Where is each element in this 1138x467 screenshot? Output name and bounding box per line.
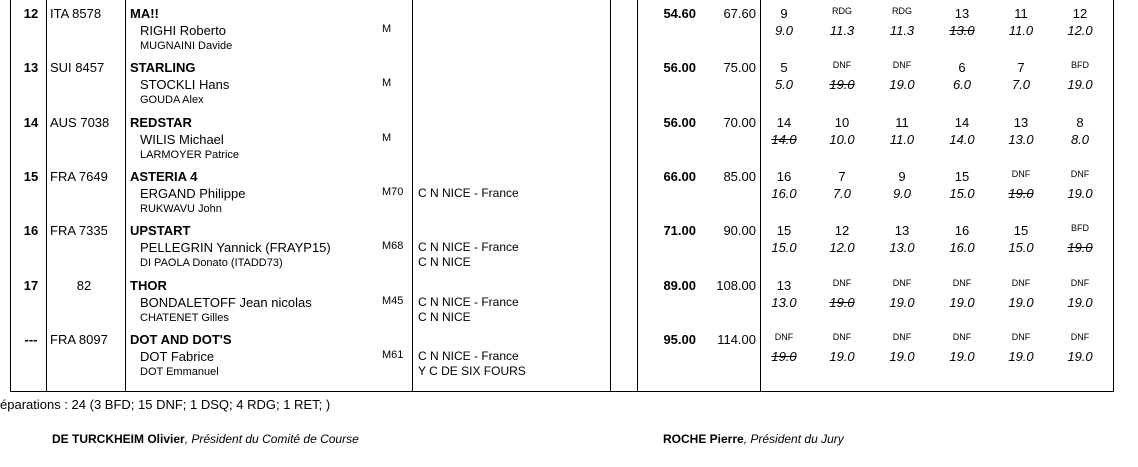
category-cell: M61	[382, 349, 404, 361]
jury-role: , Président du Jury	[743, 432, 844, 446]
boat-name: STARLING	[130, 60, 196, 75]
race-place: 11	[895, 115, 909, 130]
race-points: 19.0	[1067, 349, 1093, 364]
race-place: DNF	[1011, 332, 1031, 342]
race-points: 19.0	[949, 295, 975, 310]
race-points: 19.0	[1067, 295, 1093, 310]
race-place: 7	[1017, 60, 1025, 75]
race-place: 14	[776, 115, 792, 130]
total-points-cell: 75.00	[723, 60, 756, 75]
net-points-cell: 66.00	[663, 169, 696, 184]
race-points-discarded: 13.0	[949, 23, 975, 38]
race-points: 13.0	[889, 240, 915, 255]
race-points: 7.0	[1011, 77, 1031, 92]
helm-name: PELLEGRIN Yannick (FRAYP15)	[140, 240, 331, 255]
sail-number-cell: ITA 8578	[50, 6, 102, 21]
boat-name: REDSTAR	[130, 115, 192, 130]
race-place: 13	[954, 6, 970, 21]
race-points: 5.0	[774, 77, 794, 92]
net-points-cell: 56.00	[663, 60, 696, 75]
helm-name: BONDALETOFF Jean nicolas	[140, 295, 312, 310]
race-points-discarded: 19.0	[829, 77, 855, 92]
race-place: DNF	[832, 60, 852, 70]
race-place: 6	[958, 60, 966, 75]
table-bottom-border	[10, 391, 1114, 392]
crew-name: MUGNAINI Davide	[140, 40, 233, 52]
category-cell: M	[382, 23, 392, 35]
total-points-cell: 90.00	[723, 223, 756, 238]
table-row	[0, 330, 1138, 384]
helm-name: WILIS Michael	[140, 132, 224, 147]
crew-name: GOUDA Alex	[140, 94, 204, 106]
race-points: 13.0	[771, 295, 797, 310]
race-points: 19.0	[889, 77, 915, 92]
total-points-cell: 114.00	[717, 332, 756, 347]
race-place: 15	[1013, 223, 1029, 238]
table-row	[0, 276, 1138, 330]
race-points: 11.0	[889, 132, 915, 147]
race-points: 19.0	[1008, 295, 1034, 310]
crew-name: DOT Emmanuel	[140, 366, 219, 378]
table-row	[0, 58, 1138, 112]
race-place: RDG	[832, 6, 852, 16]
rank-cell: 12	[23, 6, 39, 21]
race-place: 8	[1076, 115, 1084, 130]
boat-name: MA!!	[130, 6, 159, 21]
table-row	[0, 221, 1138, 275]
race-points: 15.0	[949, 186, 975, 201]
rank-cell: 16	[23, 223, 39, 238]
rank-cell: 13	[23, 60, 39, 75]
race-place: DNF	[1070, 169, 1090, 179]
race-points: 6.0	[952, 77, 972, 92]
boat-name: UPSTART	[130, 223, 191, 238]
race-place: DNF	[952, 278, 972, 288]
race-committee-name: DE TURCKHEIM Olivier	[52, 432, 185, 446]
crew-name: DI PAOLA Donato (ITADD73)	[140, 257, 283, 269]
sail-number-cell: FRA 8097	[50, 332, 108, 347]
helm-name: RIGHI Roberto	[140, 23, 226, 38]
category-cell: M	[382, 77, 392, 89]
race-place: DNF	[832, 332, 852, 342]
race-points: 16.0	[949, 240, 975, 255]
race-place: DNF	[774, 332, 794, 342]
race-points: 19.0	[829, 349, 855, 364]
race-place: 9	[780, 6, 788, 21]
race-points: 9.0	[892, 186, 912, 201]
club-secondary: C N NICE	[418, 310, 471, 324]
race-place: DNF	[1011, 169, 1031, 179]
category-cell: M45	[382, 295, 404, 307]
race-place: 11	[1014, 6, 1028, 21]
race-points-discarded: 19.0	[771, 349, 797, 364]
crew-name: CHATENET Gilles	[140, 312, 229, 324]
race-place: BFD	[1071, 223, 1089, 233]
rank-cell: ---	[24, 332, 38, 347]
race-points-discarded: 19.0	[829, 295, 855, 310]
club-secondary: Y C DE SIX FOURS	[418, 364, 526, 378]
race-place: DNF	[832, 278, 852, 288]
rank-cell: 15	[23, 169, 39, 184]
race-points: 10.0	[829, 132, 855, 147]
race-points: 12.0	[829, 240, 855, 255]
race-place: DNF	[1070, 332, 1090, 342]
race-place: DNF	[1011, 278, 1031, 288]
rank-cell: 17	[23, 278, 39, 293]
race-place: 16	[954, 223, 970, 238]
race-place: DNF	[1070, 278, 1090, 288]
race-place: DNF	[892, 278, 912, 288]
sail-number-cell: SUI 8457	[50, 60, 105, 75]
crew-name: RUKWAVU John	[140, 203, 222, 215]
race-points: 11.3	[889, 23, 915, 38]
boat-name: ASTERIA 4	[130, 169, 198, 184]
race-points: 15.0	[1008, 240, 1034, 255]
race-place: 5	[780, 60, 788, 75]
total-points-cell: 67.60	[723, 6, 756, 21]
net-points-cell: 89.00	[663, 278, 696, 293]
net-points-cell: 54.60	[663, 6, 696, 21]
race-place: 12	[1072, 6, 1088, 21]
race-place: 13	[776, 278, 792, 293]
table-row	[0, 167, 1138, 221]
race-place: 13	[894, 223, 910, 238]
helm-name: DOT Fabrice	[140, 349, 215, 364]
race-points: 19.0	[1067, 186, 1093, 201]
net-points-cell: 71.00	[663, 223, 696, 238]
race-points: 8.0	[1070, 132, 1090, 147]
race-points: 13.0	[1008, 132, 1034, 147]
race-place: RDG	[892, 6, 912, 16]
category-cell: M68	[382, 240, 404, 252]
sail-number-cell: FRA 7335	[50, 223, 108, 238]
race-place: 15	[954, 169, 970, 184]
race-committee-signature	[52, 433, 359, 445]
race-points: 11.0	[1008, 23, 1034, 38]
race-points: 19.0	[889, 295, 915, 310]
club-secondary: C N NICE	[418, 255, 471, 269]
race-points: 9.0	[774, 23, 794, 38]
race-points: 19.0	[1008, 349, 1034, 364]
helm-name: ERGAND Philippe	[140, 186, 246, 201]
race-points: 12.0	[1067, 23, 1093, 38]
race-place: 14	[954, 115, 970, 130]
reparations-summary: éparations : 24 (3 BFD; 15 DNF; 1 DSQ; 4 RDG; 1 RET; )	[0, 397, 331, 412]
sail-number-cell: AUS 7038	[50, 115, 110, 130]
race-points: 16.0	[771, 186, 797, 201]
race-place: 15	[776, 223, 792, 238]
race-points-discarded: 19.0	[1008, 186, 1034, 201]
race-place: 10	[834, 115, 850, 130]
club-primary: C N NICE - France	[418, 186, 519, 200]
total-points-cell: 85.00	[723, 169, 756, 184]
race-place: DNF	[892, 332, 912, 342]
race-place: 9	[898, 169, 906, 184]
net-points-cell: 56.00	[663, 115, 696, 130]
race-points: 11.3	[829, 23, 855, 38]
race-place: 13	[1013, 115, 1029, 130]
total-points-cell: 108.00	[716, 278, 756, 293]
club-primary: C N NICE - France	[418, 240, 519, 254]
total-points-cell: 70.00	[723, 115, 756, 130]
race-points: 15.0	[771, 240, 797, 255]
boat-name: DOT AND DOT'S	[130, 332, 232, 347]
sail-number-cell: FRA 7649	[50, 169, 108, 184]
helm-name: STOCKLI Hans	[140, 77, 230, 92]
rank-cell: 14	[23, 115, 39, 130]
race-place: 7	[838, 169, 846, 184]
club-primary: C N NICE - France	[418, 295, 519, 309]
race-place: DNF	[892, 60, 912, 70]
race-points-discarded: 19.0	[1067, 240, 1093, 255]
category-cell: M	[382, 132, 392, 144]
category-cell: M70	[382, 186, 404, 198]
table-row	[0, 4, 1138, 58]
race-place: DNF	[952, 332, 972, 342]
race-place: 16	[776, 169, 792, 184]
race-place: 12	[834, 223, 850, 238]
table-row	[0, 113, 1138, 167]
race-points: 19.0	[949, 349, 975, 364]
net-points-cell: 95.00	[663, 332, 696, 347]
jury-name: ROCHE Pierre	[663, 432, 744, 446]
race-points: 19.0	[889, 349, 915, 364]
race-points: 14.0	[949, 132, 975, 147]
race-points-discarded: 14.0	[771, 132, 797, 147]
race-place: BFD	[1071, 60, 1089, 70]
race-points: 19.0	[1067, 77, 1093, 92]
race-committee-role: , Président du Comité de Course	[184, 432, 359, 446]
sail-number-cell: 82	[76, 278, 92, 293]
club-primary: C N NICE - France	[418, 349, 519, 363]
boat-name: THOR	[130, 278, 167, 293]
race-points: 7.0	[832, 186, 852, 201]
crew-name: LARMOYER Patrice	[140, 149, 240, 161]
jury-signature	[663, 433, 844, 445]
